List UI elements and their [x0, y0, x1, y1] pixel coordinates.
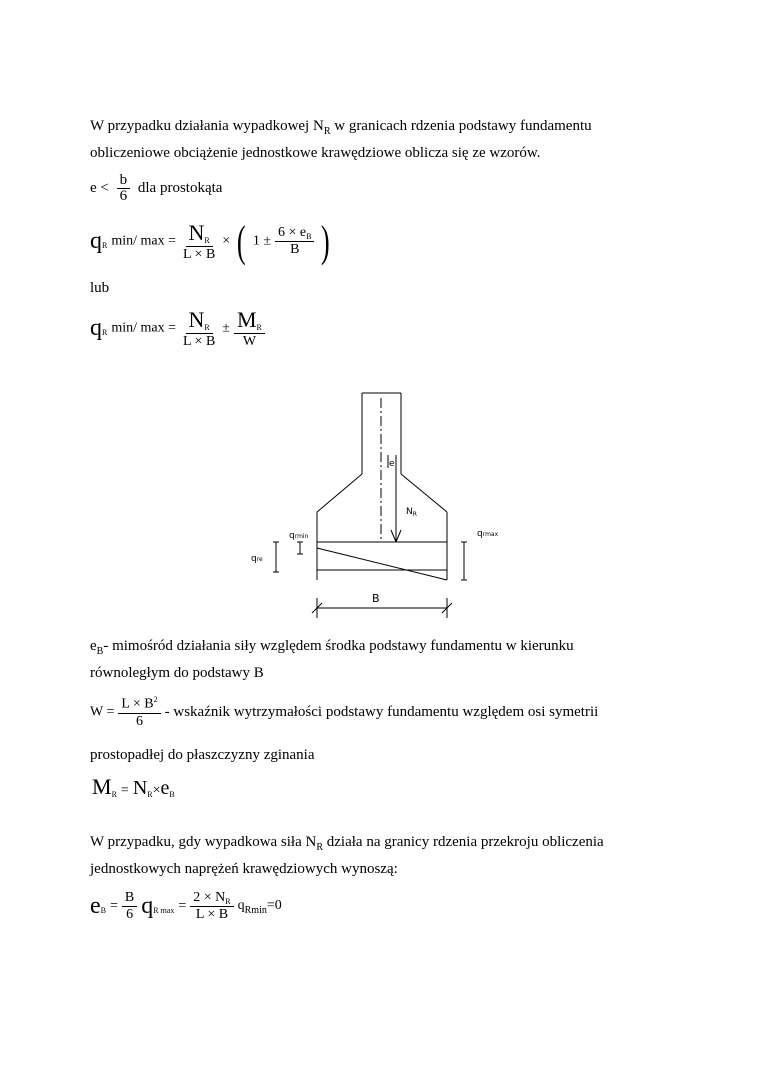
label-qmin: qrmin: [289, 531, 309, 541]
formula-q-min-max-1: qR min/ max = $\frac{N_R}{L \times B}$ × ( 1 ± $\frac{6 \times e_B}{B}$ ): [90, 216, 331, 266]
label-qre: qre: [251, 554, 263, 564]
formula-moment: MR = NR×eB: [92, 774, 175, 799]
b-dimension: [312, 598, 452, 618]
formula-last: eB = $\frac{B}{6}$ qR max = $\frac{2 \times N_R}{L \times B}$ $q_{Rmin}=0$: [90, 890, 282, 922]
foundation-diagram: [240, 388, 520, 620]
qmin-dimension: [297, 542, 303, 554]
def-eb-line-1: $e_B-$ mimośród działania siły względem środka podstawy fundamentu w kierunku: [90, 638, 574, 657]
label-nr: $N_R$: [406, 507, 417, 518]
label-e: e: [389, 459, 395, 469]
condition-formula: e < $\frac{b}{6}$ dla prostokąta: [90, 172, 223, 204]
para2-line-2: jednostkowych naprężeń krawędziowych wynoszą:: [90, 861, 398, 877]
qmax-dimension: [461, 542, 467, 580]
lub-text: lub: [90, 280, 110, 296]
intro-line-1: W przypadku działania wypadkowej $N_R$ w granicach rdzenia podstawy fundamentu: [90, 118, 592, 137]
column-outline: [317, 393, 447, 542]
force-arrow: [391, 474, 401, 542]
def-w-formula: W = $\frac{L \times B^2}{6}$ - wskaźnik wytrzymałości podstawy fundamentu względem osi symetrii: [90, 695, 599, 729]
intro-line-2: obliczeniowe obciążenie jednostkowe krawędziowe oblicza się ze wzorów.: [90, 145, 541, 161]
label-b: B: [372, 592, 380, 605]
label-qmax: qrmax: [477, 529, 499, 539]
qre-dimension: [273, 542, 279, 572]
def-eb-line-2: równoległym do podstawy B: [90, 665, 264, 681]
formula-q-min-max-2: qR min/ max = $\frac{N_R}{L \times B}$ ± $\frac{M_R}{W}$: [90, 307, 265, 350]
para2-line-1: W przypadku, gdy wypadkowa siła $N_R$ działa na granicy rdzenia przekroju obliczenia: [90, 834, 604, 853]
base-outline: [317, 542, 447, 580]
def-w-line-2: prostopadłej do płaszczyzny zginania: [90, 747, 315, 763]
